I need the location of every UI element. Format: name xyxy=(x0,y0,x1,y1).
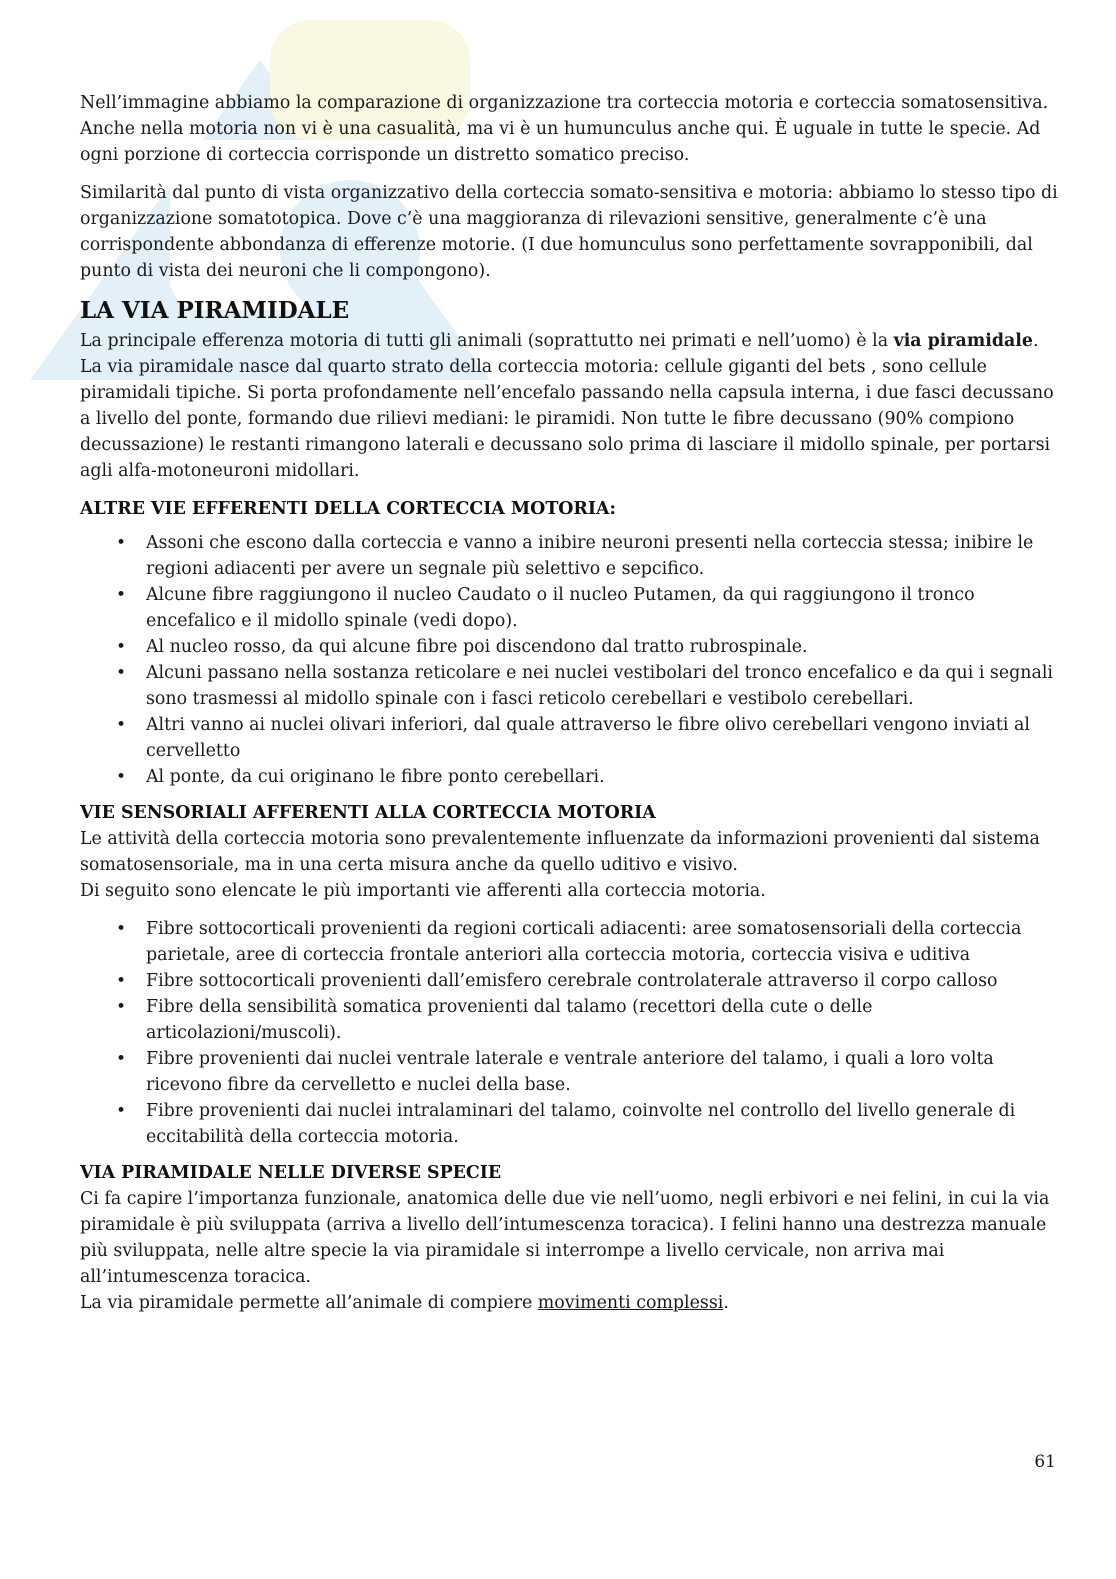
movimenti-complessi-underlined: movimenti complessi xyxy=(537,1293,724,1313)
intro-paragraph-2: Similarità dal punto di vista organizzativo della corteccia somato-sensitiva e motoria: abbiamo lo stesso tipo di organizzazione somatotopica. Dove c’è una maggioranza di rilevazioni sensitive, generalmente c’è una corrispondente abbondanza di efferenze motorie. (I due homunculus sono perfettamente sovrapponibili, dal punto di vista dei neuroni che li compongono). xyxy=(80,183,1058,281)
list-item: • Altri vanno ai nuclei olivari inferiori, dal quale attraverso le fibre olivo cerebellari vengono inviati al cervelletto xyxy=(146,712,1060,764)
list-item: • Assoni che escono dalla corteccia e vanno a inibire neuroni presenti nella corteccia stessa; inibire le regioni adiacenti per avere un segnale più selettivo e sepcifico. xyxy=(146,530,1060,582)
section-title-via-piramidale: LA VIA PIRAMIDALE xyxy=(80,297,350,324)
list-item: • Alcuni passano nella sostanza reticolare e nei nuclei vestibolari del tronco encefalico e da qui i segnali sono trasmessi al midollo spinale con i fasci reticolo cerebellari e vestibolo cerebellari. xyxy=(146,660,1060,712)
section-title-vie-sensoriali: VIE SENSORIALI AFFERENTI ALLA CORTECCIA MOTORIA xyxy=(80,803,656,823)
section-title-altre-vie-efferenti: ALTRE VIE EFFERENTI DELLA CORTECCIA MOTORIA: xyxy=(80,499,616,519)
specie-paragraph-1: Ci fa capire l’importanza funzionale, anatomica delle due vie nell’uomo, negli erbivori e nei felini, in cui la via piramidale è più sviluppata (arriva a livello dell’intumescenza toracica). I felini hanno una destrezza manuale più sviluppata, nelle altre specie la via piramidale si interrompe a livello cervicale, non arriva mai all’intumescenza toracica. xyxy=(80,1189,1050,1287)
document-page xyxy=(80,90,1060,1328)
vie-sensoriali-paragraph-1: Le attività della corteccia motoria sono prevalentemente influenzate da informazioni provenienti dal sistema somatosensoriale, ma in una certa misura anche da quello uditivo e visivo. xyxy=(80,829,1040,875)
list-item: • Fibre provenienti dai nuclei ventrale laterale e ventrale anteriore del talamo, i quali a loro volta ricevono fibre da cervelletto e nuclei della base. xyxy=(146,1046,1060,1098)
efferent-pathways-list xyxy=(80,530,1060,790)
list-item: • Fibre sottocorticali provenienti dall’emisfero cerebrale controlaterale attraverso il corpo calloso xyxy=(146,968,1060,994)
afferent-pathways-list xyxy=(80,916,1060,1150)
list-item: • Al ponte, da cui originano le fibre ponto cerebellari. xyxy=(146,764,1060,790)
specie-paragraph-2: La via piramidale permette all’animale di compiere movimenti complessi. xyxy=(80,1293,729,1313)
list-item: • Fibre della sensibilità somatica provenienti dal talamo (recettori della cute o delle articolazioni/muscoli). xyxy=(146,994,1060,1046)
page-number: 61 xyxy=(1034,1452,1056,1472)
list-item: • Fibre provenienti dai nuclei intralaminari del talamo, coinvolte nel controllo del livello generale di eccitabilità della corteccia motoria. xyxy=(146,1098,1060,1150)
via-piramidale-bold-term: via piramidale xyxy=(893,331,1033,351)
section-title-via-piramidale-specie: VIA PIRAMIDALE NELLE DIVERSE SPECIE xyxy=(80,1163,502,1183)
list-item: • Al nucleo rosso, da qui alcune fibre poi discendono dal tratto rubrospinale. xyxy=(146,634,1060,660)
intro-paragraph-1: Nell’immagine abbiamo la comparazione di organizzazione tra corteccia motoria e corteccia somatosensitiva. Anche nella motoria non vi è una casualità, ma vi è un humunculus anche qui. È uguale in tutte le specie. Ad ogni porzione di corteccia corrisponde un distretto somatico preciso. xyxy=(80,93,1049,165)
vie-sensoriali-paragraph-2: Di seguito sono elencate le più importanti vie afferenti alla corteccia motoria. xyxy=(80,881,766,901)
list-item: • Fibre sottocorticali provenienti da regioni corticali adiacenti: aree somatosensoriali della corteccia parietale, aree di corteccia frontale anteriori alla corteccia motoria, corteccia visiva e uditiva xyxy=(146,916,1060,968)
list-item: • Alcune fibre raggiungono il nucleo Caudato o il nucleo Putamen, da qui raggiungono il tronco encefalico e il midollo spinale (vedi dopo). xyxy=(146,582,1060,634)
via-piramidale-paragraph: La principale efferenza motoria di tutti gli animali (soprattutto nei primati e nell’uomo) è la via piramidale. La via piramidale nasce dal quarto strato della corteccia motoria: cellule giganti del bets , sono cellule piramidali tipiche. Si porta profondamente nell’encefalo passando nella capsula interna, i due fasci decussano a livello del ponte, formando due rilievi mediani: le piramidi. Non tutte le fibre decussano (90% compiono decussazione) le restanti rimangono laterali e decussano solo prima di lasciare il midollo spinale, per portarsi agli alfa-motoneuroni midollari. xyxy=(80,331,1054,481)
